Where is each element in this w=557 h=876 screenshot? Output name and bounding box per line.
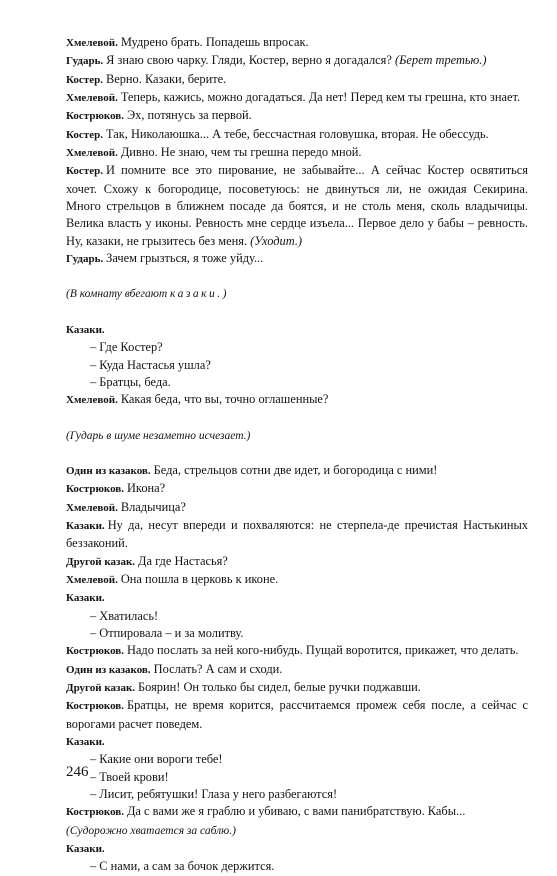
speech-text: Надо послать за ней кого-нибудь. Пущай воротится, прикажет, что делать. [126,643,519,658]
speech-text: – Отпировала – и за молитву. [90,625,244,640]
dialogue-line [66,803,528,821]
speech-text: Да с вами же я граблю и убиваю, с вами панибратствую. Кабы... [126,804,466,819]
blank-line [66,410,528,427]
dialogue-line [66,480,528,498]
dialogue-line [66,144,528,162]
blank-line [66,304,528,321]
inline-stage-direction: (Берет третью.) [394,53,487,68]
speaker-name: Хмелевой. [66,394,118,407]
dialogue-reply [66,858,528,875]
dialogue-reply [66,625,528,642]
speech-text: Икона? [126,481,166,496]
speaker-name: Кострюков. [66,110,124,123]
speech-text: – С нами, а сам за бочок держится. [90,859,275,874]
dialogue-line [66,462,528,480]
speech-text: Верно. Казаки, берите. [105,71,227,86]
dialogue-reply [66,608,528,625]
dialogue-line [66,126,528,144]
speaker-name: Кострюков. [66,700,124,713]
dialogue-line [66,107,528,125]
speech-text: Дивно. Не знаю, чем ты грешна передо мной. [120,145,362,160]
speaker-name: Казаки. [66,592,105,605]
speech-text: Послать? А сам и сходи. [153,661,283,676]
dialogue-line [66,321,528,339]
dialogue-line [66,71,528,89]
dialogue-line [66,589,528,607]
dialogue-reply [66,374,528,391]
dialogue-line [66,52,528,70]
speech-text: Теперь, кажись, можно догадаться. Да нет! Перед кем ты грешна, кто знает. [120,90,521,105]
speech-text: Боярин! Он только бы сидел, белые ручки поджавши. [138,680,421,694]
dialogue-reply [66,786,528,803]
dialogue-line [66,553,528,571]
stage-direction-spaced: казаки.) [170,288,229,301]
speaker-name: Хмелевой. [66,573,118,586]
dialogue-line [66,642,528,660]
stage-direction [66,285,528,303]
speech-text: – Лисит, ребятушки! Глаза у него разбегаются! [90,787,338,802]
speech-text: – Где Костер? [90,340,163,355]
speech-text: Я знаю свою чарку. Гляди, Костер, верно я догадался? [106,53,395,68]
speaker-name: Один из казаков. [66,464,151,477]
speaker-name: Другой казак. [66,682,136,694]
speaker-name: Другой казак. [66,555,136,568]
speaker-name: Костер. [66,73,103,86]
speech-text: – Братцы, беда. [90,374,171,389]
speech-text: Владычица? [120,499,186,514]
stage-direction [66,427,528,445]
dialogue-line [66,679,528,697]
dialogue-line [66,162,528,250]
dialogue-reply [66,339,528,356]
speech-text: – Хватилась! [90,608,159,623]
speech-text: И помните все это пирование, не забывайте... А сейчас Костер освятиться хочет. Схожу к богородице, посоветуюсь: не двинуться ли, не ожидая Секирина. Много стрельцов в ближнем посаде да боятся, и не столь меня, сколь владычицы. Велика власть у иконы. Ревность мне сердце изъела... Первое дело у бабы – ревность. Ну, казаки, не грызитесь без меня. [66,163,528,248]
blank-line [66,445,528,462]
speech-text: Да где Настасья? [138,553,228,568]
speaker-name: Казаки. [66,519,105,532]
speaker-name: Один из казаков. [66,663,151,676]
speaker-name: Гударь. [66,253,104,266]
dialogue-line [66,840,528,858]
speaker-name: Кострюков. [66,645,124,658]
blank-line [66,268,528,285]
speaker-name: Хмелевой. [66,147,118,160]
dialogue-line [66,499,528,517]
dialogue-line [66,571,528,589]
dialogue-reply [66,751,528,768]
speech-text: Какая беда, что вы, точно оглашенные? [120,392,329,407]
speech-text: – Куда Настасья ушла? [90,357,211,372]
speaker-name: Костер. [66,165,103,178]
speech-text: Зачем грызться, я тоже уйду... [106,251,264,266]
speaker-name: Казаки. [66,843,105,856]
speech-text: Беда, стрельцов сотни две идет, и богородица с ними! [153,462,438,477]
stage-direction [66,822,528,840]
dialogue-line [66,34,528,52]
speaker-name: Кострюков. [66,483,124,496]
speech-text: Братцы, не время корится, рассчитаемся промеж себя после, а сейчас с ворогами расчет поведем. [66,698,528,731]
dialogue-line [66,697,528,733]
speaker-name: Хмелевой. [66,37,118,49]
speaker-name: Кострюков. [66,806,124,819]
speech-text: Ну да, несут впереди и похваляются: не стерпела-де пречистая Настькиных беззаконий. [66,517,528,551]
page-number: 246 [66,764,89,780]
dialogue-line [66,661,528,679]
speech-text: Эх, потянусь за первой. [126,108,252,123]
dialogue-line [66,517,528,553]
dialogue-line [66,89,528,107]
speech-text: Она пошла в церковь к иконе. [120,571,279,586]
speaker-name: Костер. [66,128,103,141]
speech-text: Так, Николаюшка... А тебе, бессчастная головушка, вторая. Не обессудь. [105,126,489,141]
speaker-name: Казаки. [66,323,105,336]
dialogue-line [66,250,528,268]
inline-stage-direction: (Уходит.) [250,233,303,248]
dialogue-reply [66,357,528,374]
speech-text: – Какие они вороги тебе! [90,752,223,767]
page-text [66,34,528,876]
speaker-name: Хмелевой. [66,501,118,514]
speaker-name: Гударь. [66,55,104,68]
dialogue-line [66,391,528,409]
speaker-name: Хмелевой. [66,92,118,105]
speech-text: – Твоей крови! [90,769,169,784]
dialogue-line [66,733,528,751]
stage-direction-text: (Гударь в шуме незаметно исчезает.) [66,429,251,442]
speaker-name: Казаки. [66,736,105,749]
dialogue-reply [66,769,528,786]
stage-direction-text: (Судорожно хватается за саблю.) [66,824,236,837]
stage-direction-text: (В комнату вбегают [66,288,171,301]
speech-text: Мудрено брать. Попадешь впросак. [120,35,309,49]
